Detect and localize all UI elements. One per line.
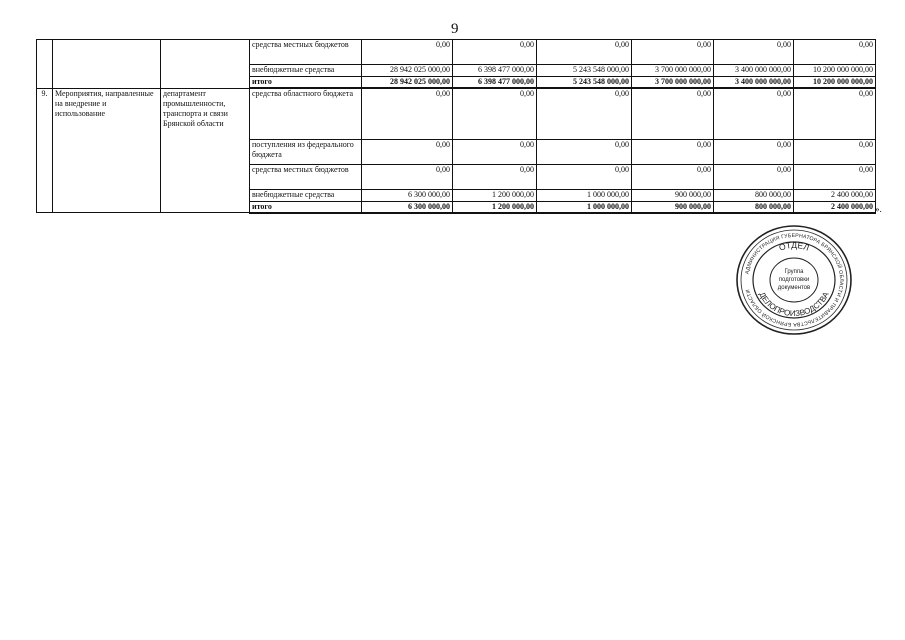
value-cell: 0,00 [794, 164, 876, 189]
source-cell: поступления из федерального бюджета [250, 139, 362, 164]
value-cell: 0,00 [362, 164, 453, 189]
value-cell: 5 243 548 000,00 [537, 65, 632, 77]
value-cell: 0,00 [453, 139, 537, 164]
stamp-arc-bottom: ДЕЛОПРОИЗВОДСТВА [757, 290, 831, 319]
measure-cell: Мероприятия, направленные на внедрение и использование [53, 88, 161, 213]
value-cell: 900 000,00 [632, 189, 714, 201]
value-cell: 0,00 [537, 139, 632, 164]
source-cell: средства областного бюджета [250, 88, 362, 139]
executor-cell [161, 40, 250, 89]
value-cell: 0,00 [362, 139, 453, 164]
value-cell: 0,00 [632, 164, 714, 189]
value-cell: 0,00 [362, 88, 453, 139]
value-cell: 6 300 000,00 [362, 201, 453, 213]
value-cell: 0,00 [714, 164, 794, 189]
value-cell: 0,00 [794, 40, 876, 65]
value-cell: 2 400 000,00 [794, 201, 876, 213]
value-cell: 6 300 000,00 [362, 189, 453, 201]
value-cell: 10 200 000 000,00 [794, 77, 876, 89]
value-cell: 6 398 477 000,00 [453, 65, 537, 77]
value-cell: 0,00 [453, 88, 537, 139]
source-cell: итого [250, 77, 362, 89]
value-cell: 0,00 [453, 164, 537, 189]
stamp-center-line: Группа [784, 269, 804, 275]
source-cell: итого [250, 201, 362, 213]
value-cell: 2 400 000,00 [794, 189, 876, 201]
table-row [37, 40, 876, 65]
value-cell: 0,00 [632, 40, 714, 65]
value-cell: 0,00 [714, 40, 794, 65]
value-cell: 0,00 [537, 164, 632, 189]
value-cell: 1 200 000,00 [453, 201, 537, 213]
source-cell: внебюджетные средства [250, 65, 362, 77]
source-cell: средства местных бюджетов [250, 164, 362, 189]
stamp-seal-icon [735, 224, 853, 336]
value-cell: 28 942 025 000,00 [362, 77, 453, 89]
value-cell: 0,00 [714, 139, 794, 164]
value-cell: 0,00 [794, 139, 876, 164]
page-number: 9 [451, 21, 459, 37]
value-cell: 0,00 [537, 40, 632, 65]
value-cell: 5 243 548 000,00 [537, 77, 632, 89]
value-cell: 0,00 [794, 88, 876, 139]
value-cell: 3 400 000 000,00 [714, 77, 794, 89]
value-cell: 1 000 000,00 [537, 189, 632, 201]
value-cell: 900 000,00 [632, 201, 714, 213]
value-cell: 0,00 [632, 88, 714, 139]
value-cell: 6 398 477 000,00 [453, 77, 537, 89]
measure-cell [53, 40, 161, 89]
value-cell: 0,00 [453, 40, 537, 65]
closing-quote: ». [875, 204, 882, 214]
source-cell: внебюджетные средства [250, 189, 362, 201]
stamp-center-line: подготовки [778, 277, 810, 283]
value-cell: 1 000 000,00 [537, 201, 632, 213]
value-cell: 1 200 000,00 [453, 189, 537, 201]
value-cell: 0,00 [632, 139, 714, 164]
office-stamp [735, 224, 853, 336]
value-cell: 3 700 000 000,00 [632, 77, 714, 89]
value-cell: 0,00 [537, 88, 632, 139]
budget-table [36, 39, 876, 214]
value-cell: 3 700 000 000,00 [632, 65, 714, 77]
svg-text:ОТДЕЛ [778, 240, 811, 253]
stamp-arc-top: ОТДЕЛ [777, 239, 811, 253]
table-row [37, 88, 876, 139]
value-cell: 0,00 [362, 40, 453, 65]
value-cell: 0,00 [714, 88, 794, 139]
stamp-center-line: документов [777, 285, 811, 291]
value-cell: 10 200 000 000,00 [794, 65, 876, 77]
value-cell: 800 000,00 [714, 189, 794, 201]
executor-cell: департамент промышленности, транспорта и связи Брянской области [161, 88, 250, 213]
value-cell: 28 942 025 000,00 [362, 65, 453, 77]
source-cell: средства местных бюджетов [250, 40, 362, 65]
index-cell [37, 40, 53, 89]
row-index: 9. [37, 88, 53, 213]
value-cell: 3 400 000 000,00 [714, 65, 794, 77]
stamp-outer-text: АДМИНИСТРАЦИЯ ГУБЕРНАТОРА БРЯНСКОЙ ОБЛАСТИ И ПРАВИТЕЛЬСТВА БРЯНСКОЙ ОБЛАСТИ [744, 232, 845, 328]
value-cell: 800 000,00 [714, 201, 794, 213]
